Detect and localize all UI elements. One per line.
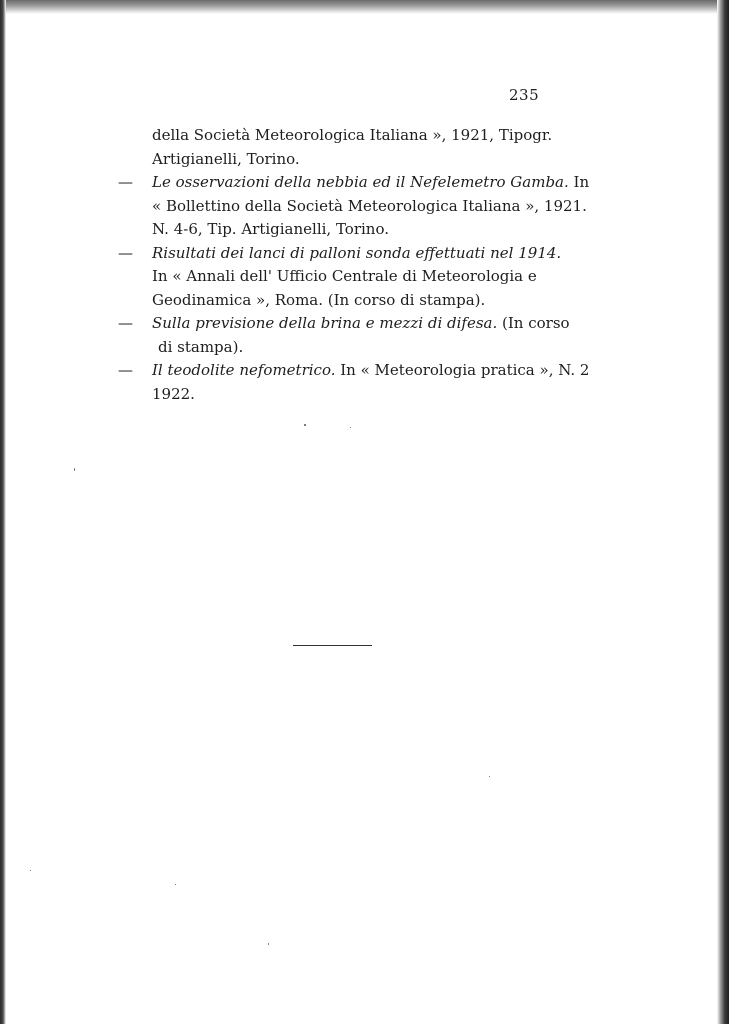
scan-speck — [304, 424, 306, 426]
entry-line — [152, 242, 562, 266]
entry-text: In — [568, 173, 590, 191]
entry-dash: — — [118, 361, 133, 379]
scan-speck — [268, 943, 269, 945]
scan-speck — [175, 884, 176, 885]
entry-line — [152, 218, 558, 242]
entry-dash: — — [118, 243, 133, 262]
reference-entry-1 — [118, 124, 558, 171]
scan-top-edge — [0, 0, 729, 14]
entry-text: 1922. — [152, 384, 195, 403]
entry-line — [152, 312, 570, 336]
scan-speck — [489, 776, 490, 777]
entry-line — [152, 124, 558, 148]
entry-text: Geodinamica », Roma. (In corso di stampa). — [152, 290, 486, 309]
scan-right-edge — [717, 0, 729, 1024]
entry-line — [152, 171, 590, 195]
scan-speck — [350, 427, 351, 428]
entry-title: Le osservazioni della nebbia ed il Nefelemetro Gamba. — [152, 173, 569, 191]
entry-text: In « Annali dell' Ufficio Centrale di Meteorologia e — [152, 267, 537, 285]
entry-line — [152, 265, 558, 289]
entry-line — [152, 289, 558, 313]
reference-entry-4 — [118, 312, 570, 359]
entry-title: Il teodolite nefometrico. — [152, 361, 336, 379]
entry-text: Artigianelli, Torino. — [152, 149, 300, 168]
entry-text: (In corso — [497, 314, 570, 332]
entry-title: Sulla previsione della brina e mezzi di difesa. — [152, 314, 498, 332]
page-number: 235 — [509, 86, 540, 104]
reference-list — [118, 124, 590, 406]
reference-entry-3 — [118, 242, 562, 313]
reference-entry-5 — [118, 359, 590, 406]
entry-dash: — — [118, 314, 133, 332]
entry-line — [152, 336, 558, 360]
entry-dash: — — [118, 173, 133, 191]
entry-text: della Società Meteorologica Italiana », 1921, Tipogr. — [152, 126, 553, 144]
entry-line — [152, 148, 558, 172]
entry-text: « Bollettino della Società Meteorologica Italiana », 1921. — [152, 196, 587, 215]
entry-line — [152, 195, 587, 219]
reference-entry-2 — [118, 171, 590, 242]
scan-speck — [30, 870, 31, 871]
entry-line — [152, 383, 558, 407]
section-separator-rule — [293, 645, 372, 646]
scan-left-edge — [0, 0, 6, 1024]
entry-title: Risultati dei lanci di palloni sonda effettuati nel 1914. — [152, 243, 562, 262]
entry-line — [152, 359, 590, 383]
entry-text: di stampa). — [158, 337, 244, 356]
scan-speck — [74, 468, 75, 471]
entry-text: N. 4-6, Tip. Artigianelli, Torino. — [152, 220, 390, 238]
entry-text: In « Meteorologia pratica », N. 2 — [335, 361, 590, 379]
